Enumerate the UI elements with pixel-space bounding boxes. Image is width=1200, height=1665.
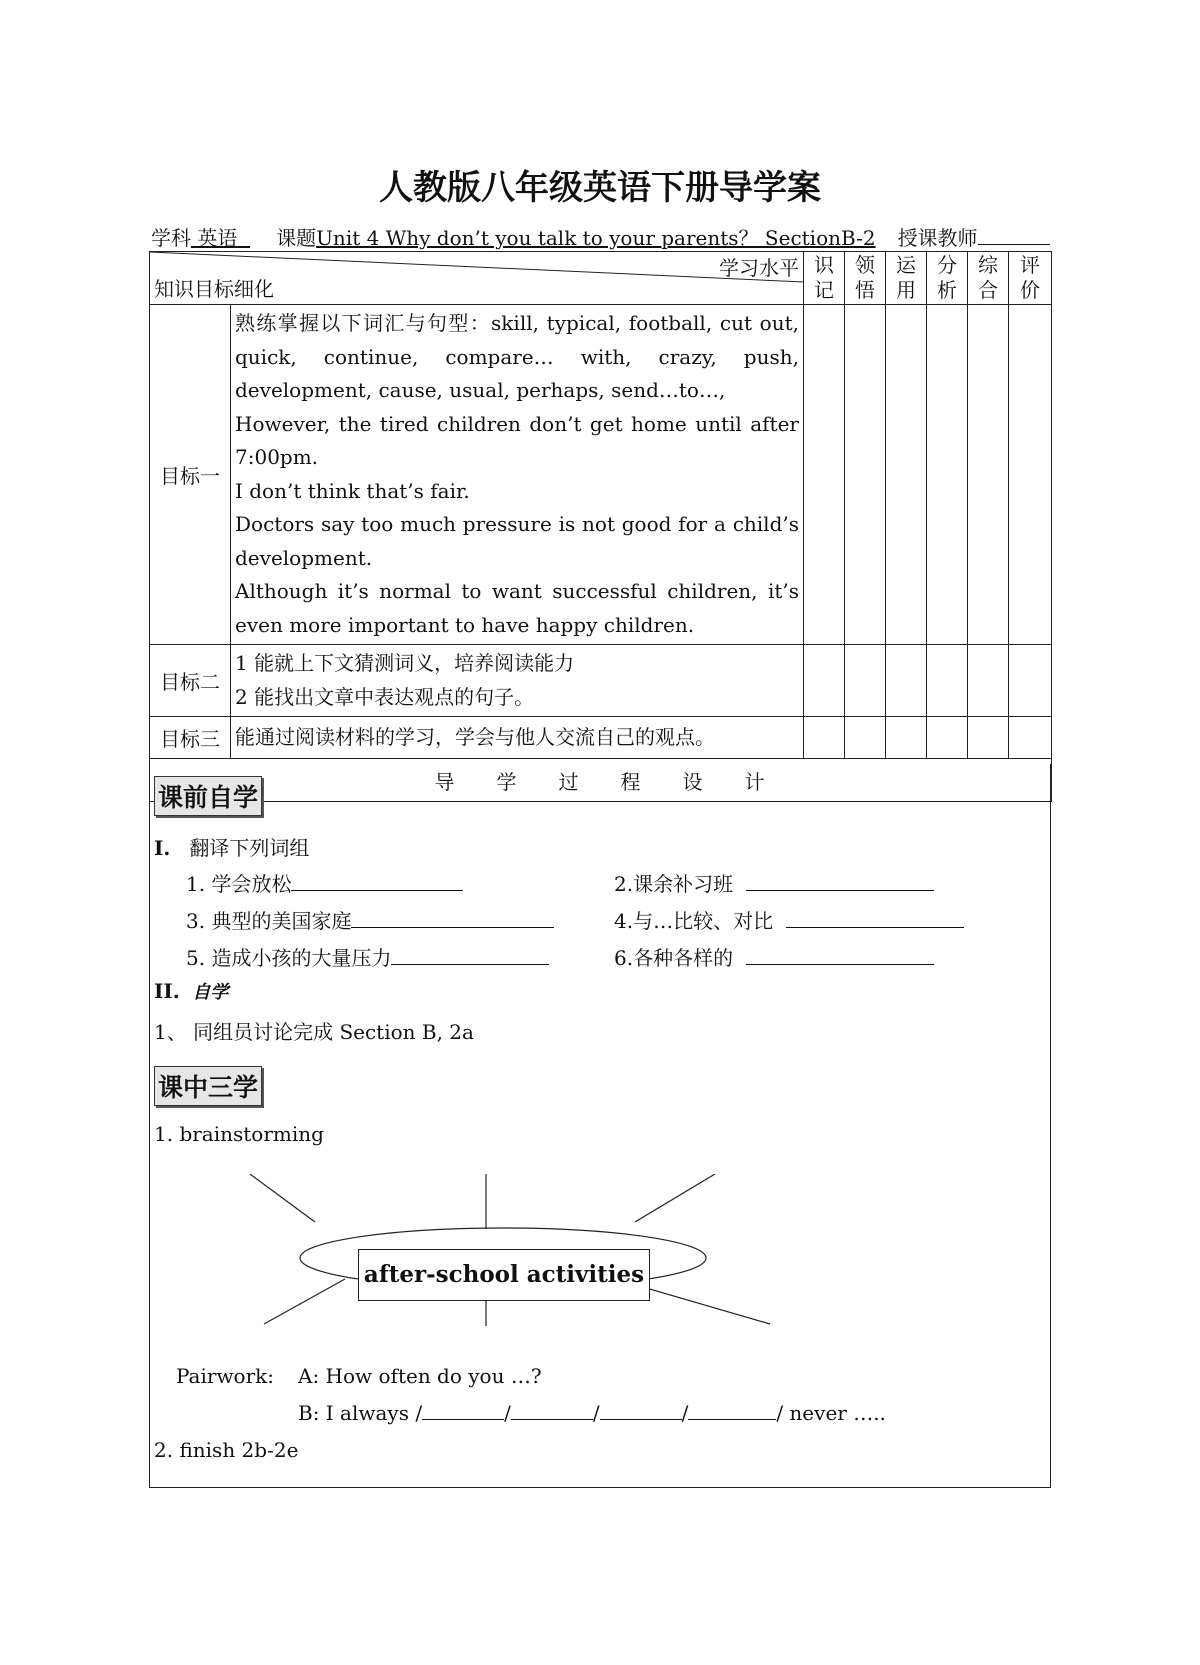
goal3-content: 能通过阅读材料的学习，学会与他人交流自己的观点。 [231,717,804,759]
goal3-level-cell[interactable] [1009,717,1052,759]
vocab-item-1: 1. 学会放松 [186,868,463,897]
vocab-item-4: 4.与…比较、对比 [614,905,964,934]
finish-step: 2. finish 2b-2e [154,1438,299,1462]
goal1-level-cell[interactable] [804,305,845,645]
goal1-label: 目标一 [150,305,231,645]
goal2-level-cell[interactable] [1009,645,1052,717]
answer-blank[interactable] [511,1403,593,1420]
section2-heading: II. 自学 [154,979,229,1003]
topic-label: 课题 [276,226,317,250]
answer-blank[interactable] [600,1403,682,1420]
pairwork-label: Pairwork: [176,1364,275,1388]
goal3-label: 目标三 [150,717,231,759]
goal1-line: Doctors say too much pressure is not good for a child’s development. [235,512,799,570]
answer-blank[interactable] [351,911,554,928]
goal2-label: 目标二 [150,645,231,717]
answer-blank[interactable] [786,911,964,928]
pairwork-question: A: How often do you …? [298,1364,542,1388]
teacher-blank[interactable] [978,226,1050,245]
brainstorm-step: 1. brainstorming [154,1122,324,1146]
section1-heading: I. 翻译下列词组 [154,836,310,860]
page-title: 人教版八年级英语下册导学案 [379,168,821,208]
mindmap-spoke [635,1174,715,1222]
goal3-level-cell[interactable] [804,717,845,759]
self-study-task: 1、 同组员讨论完成 Section B, 2a [154,1020,474,1044]
header-right-label: 学习水平 [719,256,799,280]
goal3-level-cell[interactable] [886,717,927,759]
level-apply: 运 用 [886,252,927,305]
level-comprehend: 领 悟 [845,252,886,305]
topic-value: Unit 4 Why don’t you talk to your parents？ SectionB-2 [316,226,876,250]
answer-blank[interactable] [422,1403,504,1420]
goal3-level-cell[interactable] [845,717,886,759]
goal1-level-cell[interactable] [927,305,968,645]
lesson-info [151,222,1050,251]
goal2-level-cell[interactable] [845,645,886,717]
level-synthesize: 综 合 [968,252,1009,305]
mindmap-spoke [250,1174,315,1222]
level-evaluate: 评 价 [1009,252,1052,305]
level-memorize: 识 记 [804,252,845,305]
goal2-content [231,645,804,717]
goal1-line: I don’t think that’s fair. [235,478,470,503]
subject-value: 英语 [197,226,238,250]
goal3-level-cell[interactable] [927,717,968,759]
goal2-line: 2 能找出文章中表达观点的句子。 [235,684,535,709]
header-diagonal-cell [150,252,804,305]
goal1-content [231,305,804,645]
goal1-level-cell[interactable] [968,305,1009,645]
mindmap-spoke [264,1279,345,1324]
answer-blank[interactable] [391,948,549,965]
goal1-line: However, the tired children don’t get home until after 7:00pm. [235,411,799,469]
pairwork-answer: B: I always / / / / / never ….. [298,1401,886,1425]
goal2-level-cell[interactable] [927,645,968,717]
goal1-line: 熟练掌握以下词汇与句型：skill, typical, football, cut out, quick, continue, compare… with, crazy, push, development, cause, usual, perhaps, send…to…, [235,311,799,402]
pre-study-tag: 课前自学 [154,776,262,816]
goal2-level-cell[interactable] [804,645,845,717]
header-left-label: 知识目标细化 [154,277,274,301]
goal1-level-cell[interactable] [845,305,886,645]
in-class-tag: 课中三学 [154,1066,262,1106]
answer-blank[interactable] [291,874,463,891]
goal1-line: Although it’s normal to want successful children, it’s even more important to have happy children. [235,579,799,637]
subject-label: 学科 [151,226,191,250]
level-analyze: 分 析 [927,252,968,305]
mindmap-center-box: after-school activities [358,1249,650,1301]
teacher-label: 授课教师 [897,226,978,250]
goal1-level-cell[interactable] [886,305,927,645]
vocab-item-5: 5. 造成小孩的大量压力 [186,942,549,971]
goal2-level-cell[interactable] [968,645,1009,717]
goal2-line: 1 能就上下文猜测词义，培养阅读能力 [235,651,575,675]
answer-blank[interactable] [746,874,934,891]
vocab-item-3: 3. 典型的美国家庭 [186,905,554,934]
lesson-process-box [149,764,1051,1488]
goal3-level-cell[interactable] [968,717,1009,759]
vocab-item-6: 6.各种各样的 [614,942,934,971]
goals-table [149,251,1052,802]
goal1-level-cell[interactable] [1009,305,1052,645]
answer-blank[interactable] [688,1403,776,1420]
vocab-item-2: 2.课余补习班 [614,868,934,897]
goal2-level-cell[interactable] [886,645,927,717]
answer-blank[interactable] [746,948,934,965]
process-title: 导学过程设计 [150,759,1052,802]
